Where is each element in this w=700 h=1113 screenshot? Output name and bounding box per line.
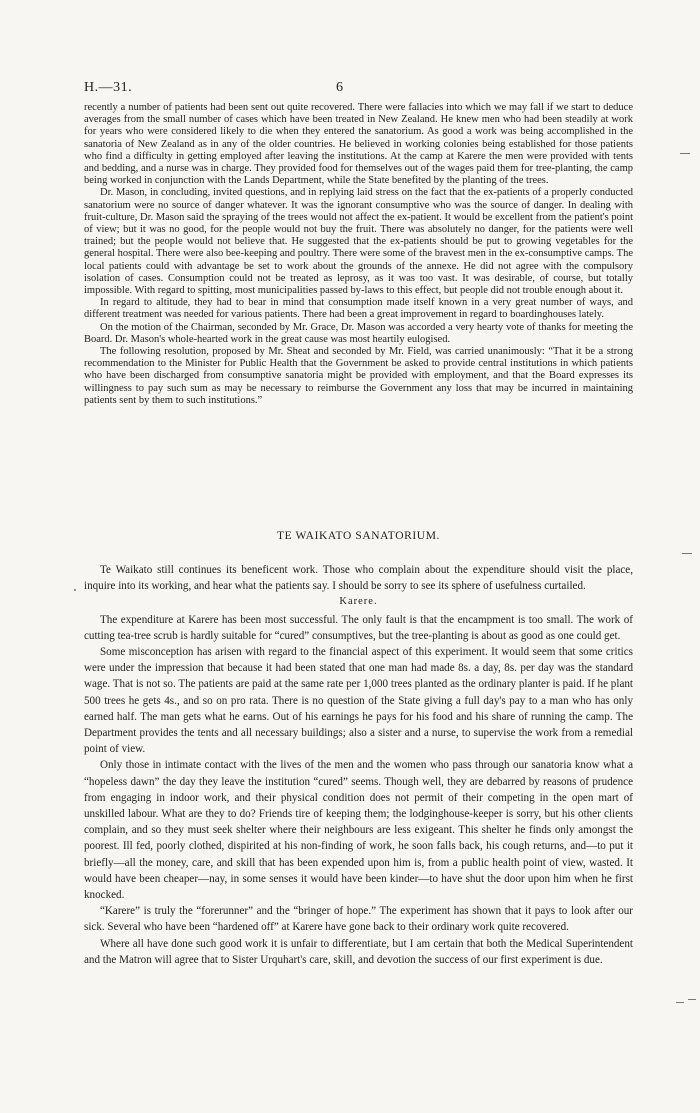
- section-heading: TE WAIKATO SANATORIUM.: [276, 530, 441, 542]
- subheading: Karere.: [339, 596, 378, 608]
- document-reference: H.—31.: [84, 80, 133, 95]
- page-number: 6: [336, 80, 343, 95]
- report-section-a: [84, 102, 633, 407]
- paragraph: Dr. Mason, in concluding, invited questions, and in replying laid stress on the fact that the ex-patients of a properly conducted sanatorium were no source of danger whatever. It was the ignorant consumptive who was the source of danger. In dealing with fruit-culture, Dr. Mason said the spraying of the trees would not affect the ex-patient. It would be excellent from the patient's point of view; but it was no good, for the people would not buy the fruit. There was absolutely no danger, for the patients were well trained; but the people would not believe that. He suggested that the ex-patients should be put to growing vegetables for the general hospital. There were also bee-keeping and poultry. There were some of the bravest men in the ex-consumptive camps. The local patients could with advantage be set to work about the grounds of the annexe. He did not agree with the compulsory isolation of cases. Consumption could not be treated as leprosy, as it was too vast. It was desirable, of course, but totally impossible. With regard to spitting, most municipalities passed by-laws to this effect, but people did not trouble enough about it.: [84, 187, 633, 297]
- margin-dot: [74, 589, 76, 591]
- margin-mark: [680, 153, 690, 154]
- paragraph: Only those in intimate contact with the lives of the men and the women who pass through our sanatoria know what a “hopeless dawn” the day they leave the institution “cured” seems. Though well, they are debarred by reasons of prudence from engaging in indoor work, and their physical condition does not permit of their competing in the open mart of unskilled labour. What are they to do? Friends tire of keeping them; the lodginghouse-keeper is sorry, but his other clients complain, and so they must seek shelter where their neighbours are less exigeant. This shelter he finds only amongst the poorest. Ill fed, poorly clothed, dispirited at his non-finding of work, he soon falls back, his cough returns, and—to put it briefly—all the money, care, and skill that has been expended upon him is, from a public health point of view, wasted. It would have been cheaper—nay, in some senses it would have been kinder—to have shut the door upon him when he first knocked.: [84, 759, 633, 902]
- margin-mark: [688, 999, 696, 1000]
- paragraph: The expenditure at Karere has been most successful. The only fault is that the encampment is too small. The work of cutting tea-tree scrub is hardly suitable for “cured” consumptives, but the tree-planting is about as good as one could get.: [84, 613, 633, 642]
- paragraph: Where all have done such good work it is unfair to differentiate, but I am certain that both the Medical Superintendent and the Matron will agree that to Sister Urquhart's care, skill, and devotion the success of our first experiment is due.: [84, 937, 633, 966]
- margin-mark: [676, 1002, 684, 1003]
- paragraph: On the motion of the Chairman, seconded by Mr. Grace, Dr. Mason was accorded a very hearty vote of thanks for meeting the Board. Dr. Mason's whole-hearted work in the great cause was most heartily eulogised.: [84, 321, 633, 345]
- paragraph: Some misconception has arisen with regard to the financial aspect of this experiment. It would seem that some critics were under the impression that because it had been stated that one man had made 8s. a day, 8s. per day was the standard wage. That is not so. The patients are paid at the same rate per 1,000 trees planted as the ordinary planter is paid. If he plant 500 trees he gets 4s., and so on pro rata. There is no question of the State giving a full day's pay to a man who has only earned half. The man gets what he earns. Out of his earnings he pays for his food and his share of running the camp. The Department provides the tents and all necessary buildings; also a sister and a nurse, to supervise the work from a remedial point of view.: [84, 646, 633, 756]
- margin-mark: [682, 553, 692, 554]
- paragraph: The following resolution, proposed by Mr. Sheat and seconded by Mr. Field, was carried unanimously: “That it be a strong recommendation to the Minister for Public Health that the Government be asked to provide central institutions in which patients who have been discharged from consumptive sanatoria might be provided with employment, and that the Board expresses its willingness to pay such sum as may be necessary to reimburse the Government any loss that may be incurred in maintaining patients sent by them to such institutions.”: [84, 346, 633, 406]
- paragraph: “Karere” is truly the “forerunner” and the “bringer of hope.” The experiment has shown that it pays to look after our sick. Several who have been “hardened off” at Karere have gone back to their ordinary work quite recovered.: [84, 905, 633, 934]
- report-section-b: [84, 562, 633, 968]
- intro-paragraph: Te Waikato still continues its beneficent work. Those who complain about the expenditure should visit the place, inquire into its working, and hear what the patients say. I should be sorry to see its sphere of usefulness curtailed.: [84, 564, 633, 593]
- paragraph: In regard to altitude, they had to bear in mind that consumption made itself known in a very great number of ways, and different treatment was needed for various patients. There had been a great improvement in regard to boardinghouses lately.: [84, 297, 633, 321]
- paragraph: recently a number of patients had been sent out quite recovered. There were fallacies into which we may fall if we start to deduce averages from the small number of cases which have been treated in New Zealand. He knew men who had been steadily at work for years who were considered likely to die when they entered the sanatorium. As good a work was being accomplished in the sanatoria of New Zealand as in any of the older countries. He believed in working colonies being established for those patients who find a difficulty in getting employed after leaving the institutions. At the camp at Karere the men were provided with tents and bedding, and a nurse was in charge. They provided food for themselves out of the wages paid them for tree-planting, the camp being worked in conjunction with the Lands Department, while the State benefited by the planting of the trees.: [84, 102, 633, 187]
